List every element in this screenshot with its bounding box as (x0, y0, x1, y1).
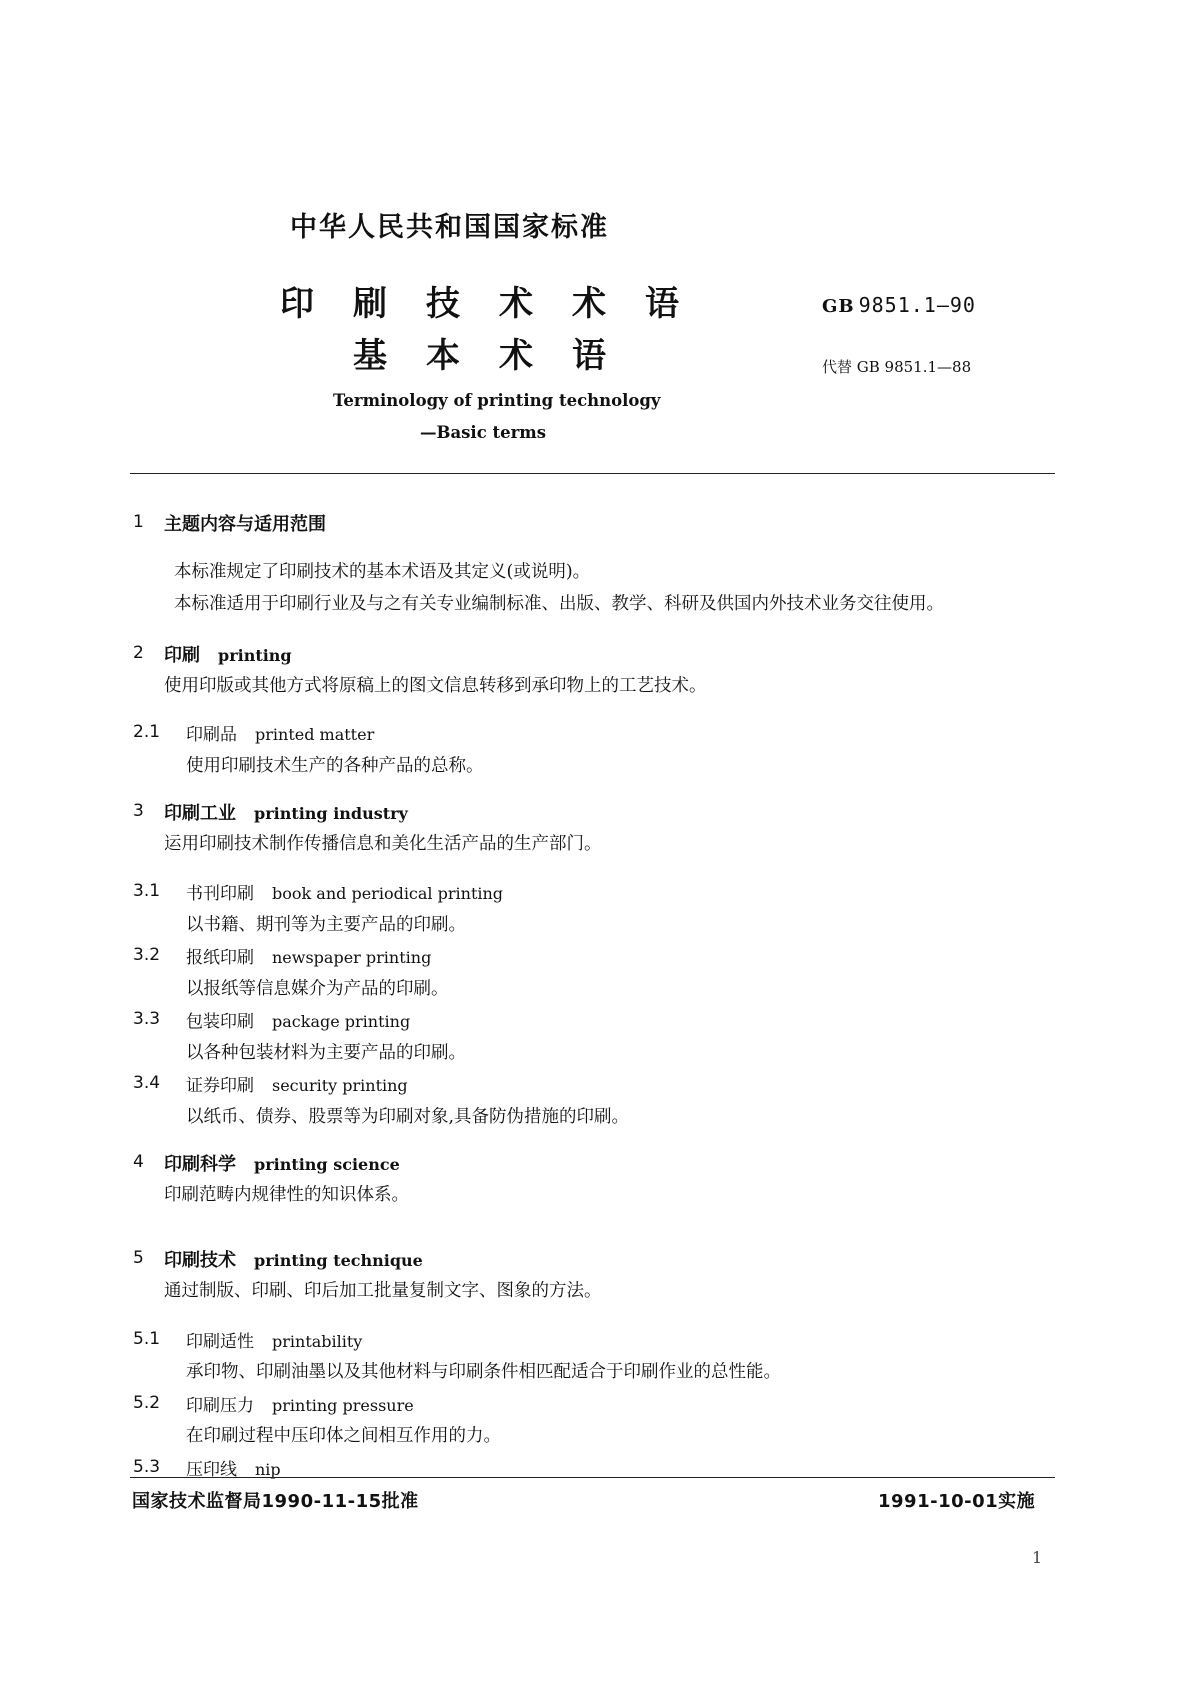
title-char: 语 (645, 284, 679, 324)
section-number: 5.1 (133, 1329, 161, 1349)
section-paragraph: 本标准规定了印刷技术的基本术语及其定义(或说明)。 (174, 562, 591, 582)
term-definition: 以报纸等信息媒介为产品的印刷。 (186, 979, 449, 999)
section-number: 5.2 (133, 1393, 161, 1413)
term-definition: 印刷范畴内规律性的知识体系。 (164, 1185, 409, 1205)
term-definition: 使用印版或其他方式将原稿上的图文信息转移到承印物上的工艺技术。 (164, 676, 707, 696)
section-title: 主题内容与适用范围 (164, 514, 326, 535)
term-en: printing pressure (272, 1396, 414, 1415)
section-number: 3.1 (133, 881, 161, 901)
term-zh: 印刷压力 (186, 1396, 254, 1416)
term-zh: 书刊印刷 (186, 884, 254, 904)
section-number: 5 (133, 1248, 144, 1268)
term-en: printing science (254, 1155, 400, 1174)
replaces-standard: 代替 GB 9851.1—88 (822, 358, 972, 376)
term-definition: 承印物、印刷油墨以及其他材料与印刷条件相匹配适合于印刷作业的总性能。 (186, 1362, 781, 1382)
term-heading (186, 943, 431, 968)
term-en: printing (218, 646, 292, 665)
term-en: newspaper printing (272, 948, 432, 967)
term-zh: 印刷 (164, 645, 200, 666)
header-divider (130, 473, 1055, 474)
term-definition: 以书籍、期刊等为主要产品的印刷。 (186, 915, 466, 935)
approval-info: 国家技术监督局1990-11-15批准 (132, 1491, 419, 1512)
term-heading (186, 1071, 408, 1096)
term-zh: 压印线 (186, 1460, 237, 1480)
term-heading (186, 1391, 414, 1416)
document-title-line2 (353, 328, 645, 377)
term-heading (186, 1327, 362, 1352)
term-en: printing technique (254, 1251, 423, 1270)
term-en: printed matter (255, 725, 375, 744)
term-zh: 证券印刷 (186, 1076, 254, 1096)
term-zh: 印刷适性 (186, 1332, 254, 1352)
term-heading (186, 879, 503, 904)
section-number: 2.1 (133, 722, 161, 742)
term-heading (164, 641, 292, 667)
term-heading (186, 1007, 410, 1032)
section-number: 3.4 (133, 1073, 161, 1093)
term-definition: 以各种包装材料为主要产品的印刷。 (186, 1043, 466, 1063)
document-title-line1 (280, 276, 718, 325)
gb-prefix: GB (822, 296, 855, 317)
section-number: 5.3 (133, 1457, 161, 1477)
term-heading (186, 720, 374, 745)
term-en: book and periodical printing (272, 884, 504, 903)
section-number: 3.2 (133, 945, 161, 965)
term-en: printing industry (254, 804, 408, 823)
term-definition: 使用印刷技术生产的各种产品的总称。 (186, 756, 484, 776)
english-title-line2: —Basic terms (420, 423, 547, 442)
term-definition: 运用印刷技术制作传播信息和美化生活产品的生产部门。 (164, 834, 602, 854)
title-char: 本 (426, 336, 460, 376)
gb-number: 9851.1—90 (858, 293, 976, 317)
section-number: 1 (133, 512, 144, 532)
title-char: 语 (572, 336, 606, 376)
term-zh: 印刷品 (186, 725, 237, 745)
title-char: 印 (280, 284, 314, 324)
term-zh: 报纸印刷 (186, 948, 254, 968)
term-en: nip (255, 1460, 281, 1479)
section-number: 2 (133, 643, 144, 663)
term-zh: 印刷工业 (164, 803, 236, 824)
title-char: 术 (572, 284, 606, 324)
gb-standard-number (822, 293, 976, 317)
term-heading (164, 799, 408, 825)
section-paragraph: 本标准适用于印刷行业及与之有关专业编制标准、出版、教学、科研及供国内外技术业务交往使用。 (174, 594, 944, 614)
title-char: 术 (499, 336, 533, 376)
title-char: 术 (499, 284, 533, 324)
footer-divider (130, 1477, 1055, 1478)
implementation-date: 1991-10-01实施 (878, 1491, 1036, 1512)
term-en: security printing (272, 1076, 408, 1095)
term-definition: 以纸币、债券、股票等为印刷对象,具备防伪措施的印刷。 (186, 1107, 630, 1127)
english-title-line1: Terminology of printing technology (333, 391, 661, 410)
term-zh: 包装印刷 (186, 1012, 254, 1032)
term-zh: 印刷科学 (164, 1154, 236, 1175)
section-number: 3.3 (133, 1009, 161, 1029)
title-char: 基 (353, 336, 387, 376)
title-char: 刷 (353, 284, 387, 324)
standard-title: 中华人民共和国国家标准 (290, 212, 609, 243)
title-char: 技 (426, 284, 460, 324)
term-definition: 通过制版、印刷、印后加工批量复制文字、图象的方法。 (164, 1281, 602, 1301)
section-number: 3 (133, 801, 144, 821)
section-number: 4 (133, 1152, 144, 1172)
term-heading (164, 1246, 423, 1272)
term-heading (164, 1150, 400, 1176)
term-definition: 在印刷过程中压印体之间相互作用的力。 (186, 1426, 501, 1446)
term-zh: 印刷技术 (164, 1250, 236, 1271)
page-number: 1 (1032, 1548, 1043, 1567)
term-en: printability (272, 1332, 363, 1351)
term-en: package printing (272, 1012, 411, 1031)
